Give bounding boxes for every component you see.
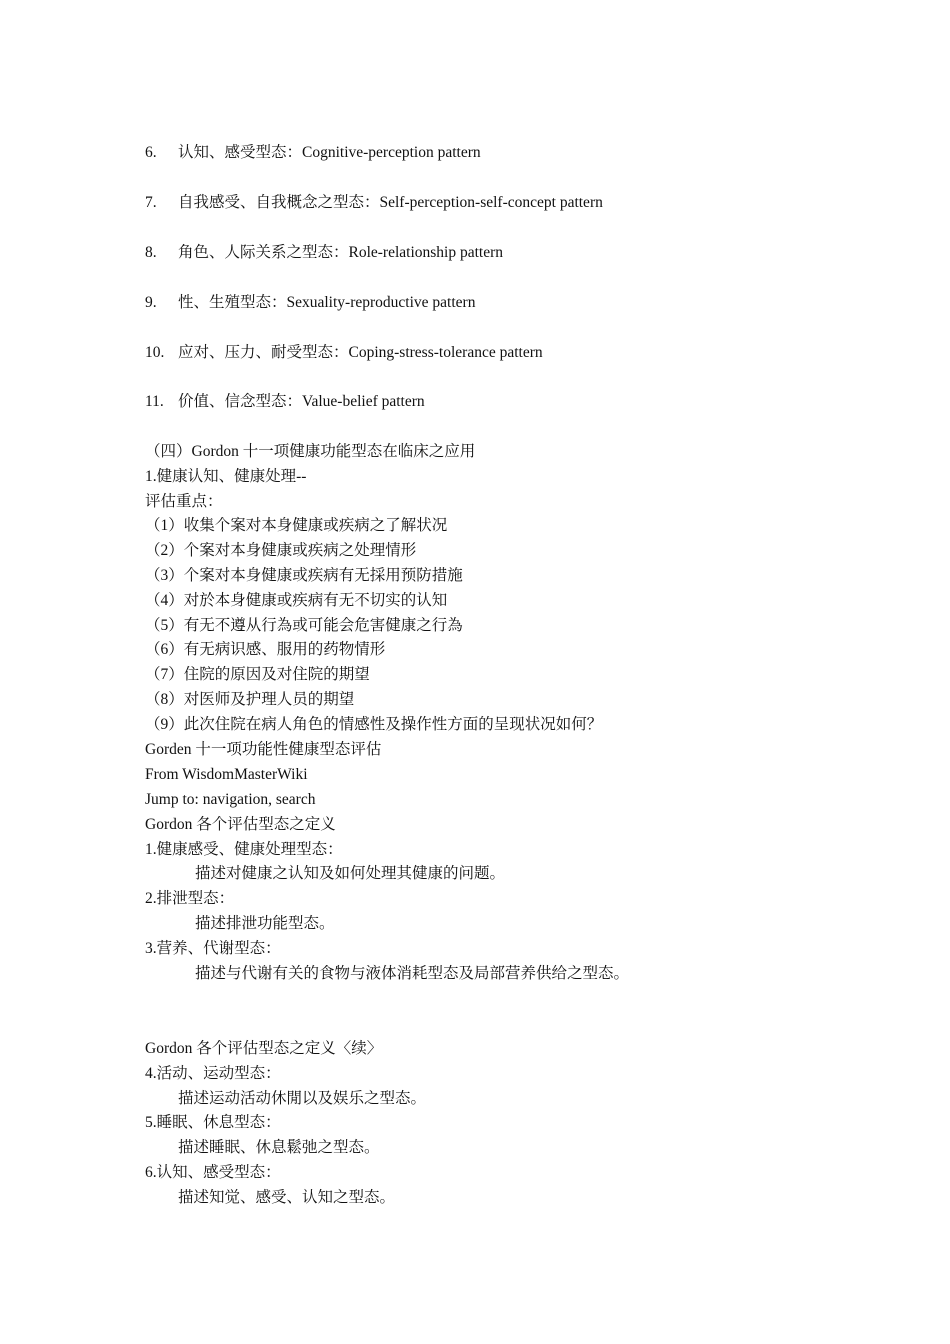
focus-label: 评估重点：	[145, 493, 223, 510]
wiki-title: Gorden 十一项功能性健康型态评估	[145, 741, 382, 758]
pattern-text: 角色、人际关系之型态：Role-relationship pattern	[178, 244, 504, 261]
pattern-text: 应对、压力、耐受型态：Coping-stress-tolerance pattern	[178, 344, 543, 361]
definition-desc: 描述与代谢有关的食物与液体消耗型态及局部营养供给之型态。	[195, 965, 630, 982]
definition-label: 1.健康感受、健康处理型态：	[145, 841, 343, 858]
focus-point: （2）个案对本身健康或疾病之处理情形	[145, 542, 417, 559]
definition-label: 4.活动、运动型态：	[145, 1065, 281, 1082]
pattern-text: 认知、感受型态：Cognitive-perception pattern	[178, 144, 481, 161]
focus-point: （5）有无不遵从行為或可能会危害健康之行為	[145, 617, 463, 634]
wiki-jump: Jump to: navigation, search	[145, 791, 316, 808]
pattern-item	[145, 392, 425, 412]
pattern-number: 10.	[145, 344, 165, 361]
pattern-text: 自我感受、自我概念之型态：Self-perception-self-concept pattern	[178, 194, 603, 211]
definition-desc: 描述知觉、感受、认知之型态。	[178, 1189, 396, 1206]
definition-label: 5.睡眠、休息型态：	[145, 1114, 281, 1131]
pattern-item	[145, 143, 481, 163]
pattern-item	[145, 193, 603, 213]
section-heading: （四）Gordon 十一项健康功能型态在临床之应用	[145, 443, 476, 460]
definition-label: 6.认知、感受型态：	[145, 1164, 281, 1181]
definition-desc: 描述排泄功能型态。	[195, 915, 335, 932]
pattern-number: 8.	[145, 244, 157, 261]
pattern-number: 9.	[145, 294, 157, 311]
definition-desc: 描述运动活动休閒以及娱乐之型态。	[178, 1090, 427, 1107]
pattern-text: 价值、信念型态：Value-belief pattern	[178, 393, 425, 410]
focus-point: （4）对於本身健康或疾病有无不切实的认知	[145, 592, 448, 609]
pattern-number: 6.	[145, 144, 157, 161]
pattern-number: 11.	[145, 393, 164, 410]
definition-desc: 描述对健康之认知及如何处理其健康的问题。	[195, 865, 506, 882]
pattern-number: 7.	[145, 194, 157, 211]
focus-point: （7）住院的原因及对住院的期望	[145, 666, 370, 683]
wiki-from: From WisdomMasterWiki	[145, 766, 308, 783]
focus-point: （1）收集个案对本身健康或疾病之了解状况	[145, 517, 448, 534]
section-item: 1.健康认知、健康处理--	[145, 468, 307, 485]
definition-label: 3.营养、代谢型态：	[145, 940, 281, 957]
focus-point: （8）对医师及护理人员的期望	[145, 691, 355, 708]
definition-desc: 描述睡眠、休息鬆弛之型态。	[178, 1139, 380, 1156]
pattern-text: 性、生殖型态：Sexuality-reproductive pattern	[178, 294, 476, 311]
pattern-item	[145, 243, 503, 263]
focus-point: （3）个案对本身健康或疾病有无採用预防措施	[145, 567, 463, 584]
definitions-heading: Gordon 各个评估型态之定义	[145, 816, 336, 833]
pattern-item	[145, 293, 475, 313]
definitions-heading: Gordon 各个评估型态之定义〈续〉	[145, 1040, 383, 1057]
focus-point: （6）有无病识感、服用的药物情形	[145, 641, 386, 658]
definition-label: 2.排泄型态：	[145, 890, 235, 907]
pattern-item	[145, 343, 543, 363]
focus-point: （9）此次住院在病人角色的情感性及操作性方面的呈现状况如何？	[145, 716, 603, 733]
